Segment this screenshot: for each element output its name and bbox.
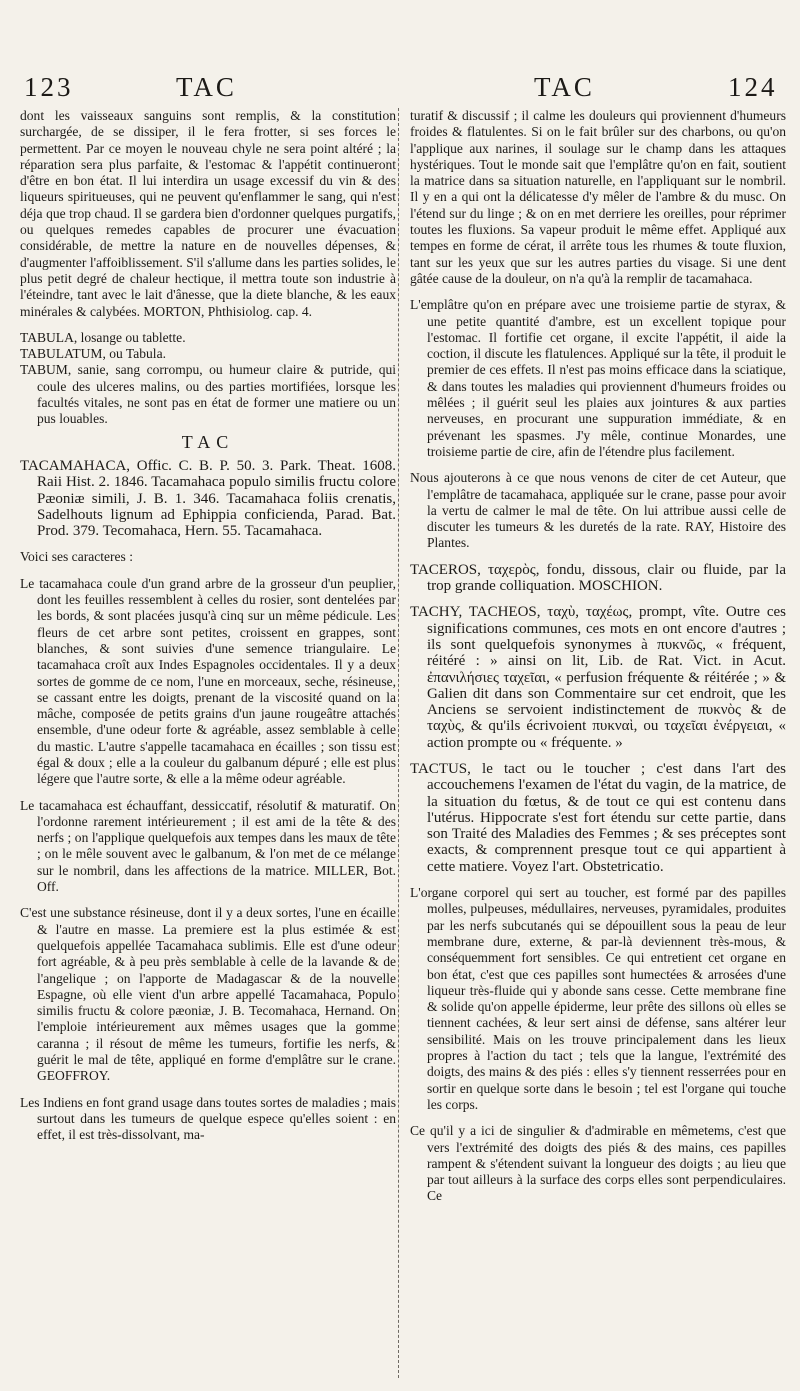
entry-tactus: TACTUS, le tact ou le toucher ; c'est dans l'art des accouchemens l'examen de l'état du vagin, de la matrice, de la situation du fœtus, & de tout ce qui est contenu dans l'utérus. Hippocrate s'est fort étendu sur cette partie, dans son Traité des Maladies des Femmes ; & ses préceptes sont exacts, & comprennent presque tout ce qui appartient à cette matiere. Voyez l'art. Obstetricatio. [410,760,786,875]
entry-tachy: TACHY, TACHEOS, ταχὺ, ταχέως, prompt, vîte. Outre ces significations communes, ces mots en ont encore d'autres ; ils sont quelquefois synonymes à πυκνῶς, « fréquent, réitéré : » ainsi on lit, Lib. de Rat. Vict. in Acut. ἐπανιλήσιες ταχεῖαι, « perfusion fréquente & réitérée ; » & Galien dit dans son Commentaire sur cet endroit, que les Anciens se servoient indistinctement de πυκνὸς & de ταχὺς, & qu'ils écrivoient πυκναὶ, ou ταχεῖαι ἐνέργειαι, « action prompte ou « fréquente. » [410,604,786,751]
page-number-right: 124 [728,72,778,102]
paragraph-organe: L'organe corporel qui sert au toucher, est formé par des papilles molles, pulpeuses, médullaires, nerveuses, pyramidales, produites par les nerfs subcutanés qui se dépouillent sous la peau de leur membrane dure, externe, & par-là deviennent très-mous, & conséquemment fort sensibles. Ce qui entretient cet organe en bon état, c'est que ces papilles sont humectées & arrosées d'une liqueur très-fluide qui y abonde sans cesse. Cette membrane fine & solide qu'on appelle épiderme, leur prête des sillons où elles se tiennent cachées, & leur sert ainsi de défense, sans altérer leur sensibilité. Mais on les trouve principalement dans les lieux propres à l'action du tact ; tels que la langue, l'extrémité des doigts, des mains & des piés : elles s'y tiennent resserrées pour en sortir en quelque sorte dans le besoin ; tel est l'organe qui touche les corps. [410,885,786,1112]
paragraph-ray: Nous ajouterons à ce que nous venons de citer de cet Auteur, que l'emplâtre de tacamahaca, appliquée sur le crane, passe pour avoir la vertu de calmer le mal de tête. On lui attribue aussi celle de discuter les tumeurs & les duretés de la rate. RAY, Histoire des Plantes. [410,470,786,551]
page-header [0,72,800,112]
entry-tacamahaca: TACAMAHACA, Offic. C. B. P. 50. 3. Park. Theat. 1608. Raii Hist. 2. 1846. Tacamahaca populo similis fructu colore Pæoniæ simili, J. B. 1. 346. Tacamahaca foliis crenatis, Sadelhouts lignum ad Ephippia conficienda, Parad. Bat. Prod. 379. Tecomahaca, Hern. 55. Tacamahaca. [20,457,396,540]
entry-tabum: TABUM, sanie, sang corrompu, ou humeur claire & putride, qui coule des ulceres malins, ou des parties mortifiées, lorsque les facultés vitales, ne sont pas en état de former une matiere ou un pus louables. [20,362,396,427]
right-column [410,108,786,1211]
paragraph-singulier: Ce qu'il y a ici de singulier & d'admirable en mêmetems, c'est que vers l'extrémité des doigts des piés & des mains, ces papilles rampent & s'étendent suivant la longueur des doigts ; au lieu que par tout ailleurs à la surface des corps elles sont perpendiculaires. Ce [410,1123,786,1204]
entry-tabulatum: TABULATUM, ou Tabula. [20,346,166,362]
paragraph-description: Le tacamahaca coule d'un grand arbre de la grosseur d'un peuplier, dont les feuilles ressemblent à celles du rosier, sont dentelées par les bords, & sont placées jusqu'à cinq sur un même pédicule. Les fleurs de cet arbre sont petites, croissent en grappes, sont blanches, & sont suivies d'une semence triangulaire. Le tacamahaca croît aux Indes Espagnoles occidentales. Il y a deux sortes de gomme de ce nom, l'une en morceaux, seche, résineuse, se cassant entre les doigts, prenant de la viscosité quand on la mâche, composée de petits grains d'un jaune rougeâtre attachés ensemble, d'une odeur forte & agréable, assez semblable à celle du mastic. L'autre s'appelle tacamahaca en écailles ; son tissu est égal & doux ; elle a la couleur du galbanum dépuré ; elle est plus légere que l'autre sorte, & elle a la même odeur agréable. [20,575,396,787]
running-headword-right: TAC [534,72,595,102]
paragraph-caracteres: Voici ses caracteres : [20,549,133,565]
paragraph-emplatre: L'emplâtre qu'on en prépare avec une troisieme partie de styrax, & une petite quantité d'ambre, est un excellent topique pour l'estomac. Il fortifie cet organe, il excite l'appétit, il aide la coction, il discute les flatulences. Appliqué sur la tête, il produit le premier de ces effets. Il n'est pas moins efficace dans la sciatique, & dans toutes les maladies qui proviennent d'humeurs froides ou mêlées ; il guérit seul les plaies aux jointures & aux parties nerveuses, en procurant une suppuration immédiate, & en prévenant les spasmes. J'y mêle, continue Monardes, une troisieme partie de cire, afin de l'étendre plus facilement. [410,297,786,459]
running-headword-left: TAC [176,72,237,102]
column-divider [398,108,399,1378]
left-column [20,108,396,1150]
entry-taceros: TACEROS, ταχερὸς, fondu, dissous, clair ou fluide, par la trop grande colliquation. MOSCHION. [410,561,786,595]
page-number-left: 123 [24,72,74,102]
section-heading: TAC [181,431,235,452]
paragraph-properties: Le tacamahaca est échauffant, dessiccatif, résolutif & maturatif. On l'ordonne rarement intérieurement ; il est ami de la tête & des nerfs ; on l'applique quelquefois aux tempes dans les maux de tête ; on le mêle souvent avec le galbanum, & l'on met de ce mélange sur le nombril, dans les affections de la matrice. MILLER, Bot. Off. [20,797,396,895]
paragraph-geoffroy: C'est une substance résineuse, dont il y a deux sortes, l'une en écaille & l'autre en masse. La premiere est la plus estimée & est quelquefois appellée Tacamahaca sublimis. Elle est d'une odeur fort agréable, & à peu près semblable à celle de la lavande & de l'angelique ; on l'apporte de Madagascar & de la nouvelle Espagne, où elle vient d'un arbre appellé Tacamahaca, Populo similis fructu & colore pæoniæ, J. B. Tecomahaca, Hernand. On l'emploie intérieurement aux mêmes usages que la gomme caranna ; il résout de même les tumeurs, fortifie les nerfs, & guérit le mal de tête, appliqué en forme d'emplâtre sur le crane. GEOFFROY. [20,905,396,1084]
paragraph-continuation-right: turatif & discussif ; il calme les douleurs qui proviennent d'humeurs froides & flatulentes. Si on le fait brûler sur des charbons, ou qu'on l'applique aux narines, il soulage sur le champ dans les attaques hystériques. Tout le monde sait que l'emplâtre qu'on en fait, soutient la matrice dans sa situation naturelle, en l'appliquant sur le nombril. Il y en a qui ont la délicatesse d'y mêler de l'ambre & du musc. On l'étend sur du linge ; & on en met derriere les oreilles, pour réprimer toutes les fluxions. Sa vapeur produit le même effet. Appliqué aux tempes en forme de cérat, il arrête tous les rhumes & toute fluxion, tant sur les yeux que sur les autres parties du visage. Si une dent gâtée cause de la douleur, on n'a qu'à la remplir de tacamahaca. [410,108,786,286]
paragraph-continuation: dont les vaisseaux sanguins sont remplis, & la constitution surchargée, de se dissiper, il le fera frotter, si ses forces le permettent. Par ce moyen le nouveau chyle ne sera point altéré ; la réparation sera plus parfaite, & l'estomac & l'appétit continueront d'être en bon état. Il lui interdira un usage excessif du vin & des liqueurs spiritueuses, qui ne peuvent qu'enflammer le sang, qui n'est déja que trop chaud. Il se gardera bien d'ordonner quelques purgatifs, ou quelques remedes capables de procurer une évacuation considérable, de mettre la nature en de nouvelles dépenses, & d'augmenter l'affoiblissement. S'il s'allume dans les parties solides, le plus petit degré de chaleur hectique, il mettra toute son industrie à l'éteindre, tant avec le lait d'ânesse, que la diete blanche, & les eaux minérales & calybées. MORTON, Phthisiolog. cap. 4. [20,108,396,319]
paragraph-indiens: Les Indiens en font grand usage dans toutes sortes de maladies ; mais surtout dans les tumeurs de quelque espece qu'elles soient : en effet, il est très-dissolvant, ma- [20,1094,396,1143]
entry-tabula: TABULA, losange ou tablette. [20,329,186,345]
